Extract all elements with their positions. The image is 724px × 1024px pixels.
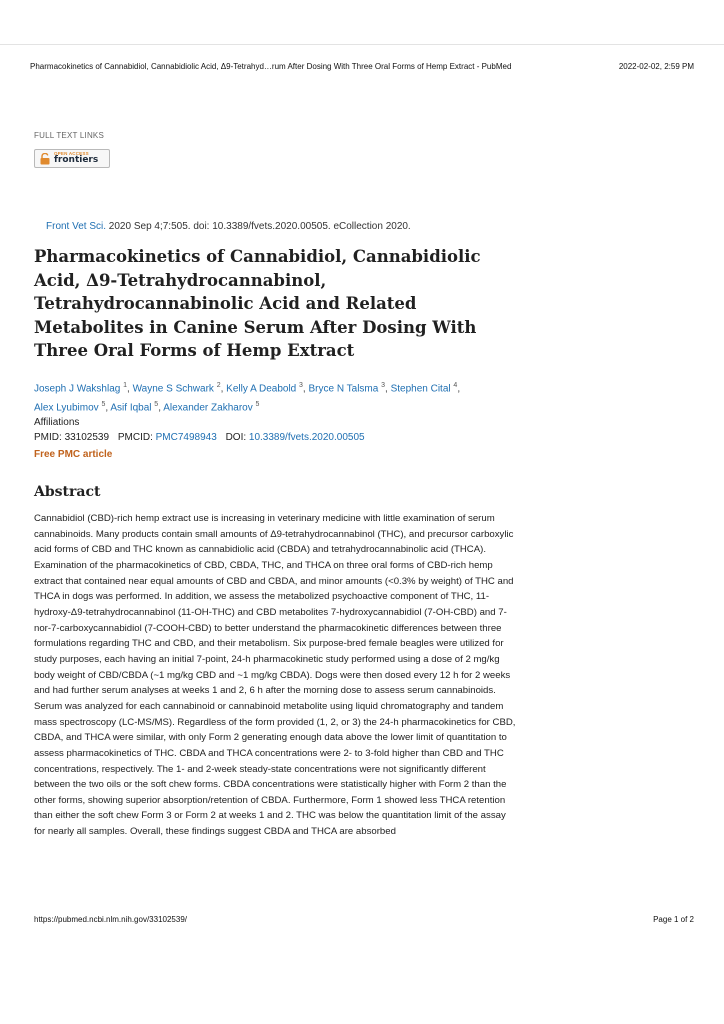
author-affiliation-number[interactable]: 5 <box>154 401 159 409</box>
journal-link[interactable]: Front Vet Sci. <box>46 221 107 232</box>
citation <box>46 221 411 232</box>
abstract-heading: Abstract <box>34 484 101 500</box>
author-link[interactable]: Asif Iqbal <box>110 402 152 414</box>
author-link[interactable]: Alex Lyubimov <box>34 402 99 414</box>
author-affiliation-number[interactable]: 1 <box>123 382 128 389</box>
article-title: Pharmacokinetics of Cannabidiol, Cannabidiolic Acid, Δ9-Tetrahydrocannabinol, Tetrahydrocannabinolic Acid and Related Metabolites in Canine Serum After Dosing With Three Oral Forms of Hemp Extract <box>34 247 481 360</box>
article-identifiers <box>34 432 365 443</box>
author-link[interactable]: Joseph J Wakshlag <box>34 383 121 395</box>
author-link[interactable]: Bryce N Talsma <box>308 383 379 395</box>
author-link[interactable]: Wayne S Schwark <box>132 383 214 395</box>
author-link[interactable]: Kelly A Deabold <box>226 383 297 395</box>
author-affiliation-number[interactable]: 5 <box>255 401 260 409</box>
footer-url: https://pubmed.ncbi.nlm.nih.gov/33102539/ <box>34 915 187 924</box>
author-link[interactable]: Alexander Zakharov <box>163 402 253 414</box>
print-header-datetime: 2022-02-02, 2:59 PM <box>618 62 694 71</box>
doi-label: DOI: <box>225 432 247 443</box>
footer-page-number: Page 1 of 2 <box>653 915 694 924</box>
pmcid-label: PMCID: <box>117 432 153 443</box>
print-header-title: Pharmacokinetics of Cannabidiol, Cannabidiolic Acid, Δ9-Tetrahyd…rum After Dosing With Three Oral Forms of Hemp Extract - PubMed <box>30 62 512 71</box>
citation-details: 2020 Sep 4;7:505. doi: 10.3389/fvets.2020.00505. eCollection 2020. <box>106 221 411 232</box>
author-affiliation-number[interactable]: 2 <box>216 382 221 389</box>
abstract-text: Cannabidiol (CBD)-rich hemp extract use is increasing in veterinary medicine with little examination of serum cannabinoids. Many products contain small amounts of Δ9-tetrahydrocannabinol (THC), and precursor carboxylic acid forms of CBD and THC known as cannabidiolic acid (CBDA) and tetrahydrocannabinolic acid (THCA). Examination of the pharmacokinetics of CBD, CBDA, THC, and THCA on three oral forms of CBD-rich hemp extract that contained near equal amounts of CBD and CBDA, and minor amounts (<0.3% by weight) of THC and THCA in dogs was performed. In addition, we assess the metabolized psychoactive component of THC, 11-hydroxy-Δ9-tetrahydrocannabinol (11-OH-THC) and CBD metabolites 7-hydroxycannabidiol (7-OH-CBD) and 7-nor-7-carboxycannabidiol (7-COOH-CBD) to better understand the pharmacokinetic differences between three formulations regarding THC and CBD, and their metabolism. Six purpose-bred female beagles were utilized for study purposes, each having an initial 7-point, 24-h pharmacokinetic study performed using a dose of 2 mg/kg body weight of CBD/CBDA (~1 mg/kg CBD and ~1 mg/kg CBDA). Dogs were then dosed every 12 h for 2 weeks and had further serum analyses at weeks 1 and 2, 6 h after the morning dose to assess serum cannabinoids. Serum was analyzed for each cannabinoid or cannabinoid metabolite using liquid chromatography and tandem mass spectroscopy (LC-MS/MS). Regardless of the form provided (1, 2, or 3) the 24-h pharmacokinetics for CBD, CBDA, and THCA were similar, with only Form 2 generating enough data above the lower limit of quantitation to assess pharmacokinetics of THC. CBDA and THCA concentrations were 2- to 3-fold higher than CBD and THC concentrations, respectively. The 1- and 2-week steady-state concentrations were not significantly different between the two oils or the soft chew forms. CBDA concentrations were statistically higher with Form 2 than the other forms, showing superior absorption/retention of CBDA. Furthermore, Form 1 showed less THCA retention than either the soft chew Form 3 or Form 2 at weeks 1 and 2. THC was below the quantitation limit of the assay for nearly all samples. Overall, these findings suggest CBDA and THCA are absorbed <box>34 513 516 838</box>
frontiers-full-text-link[interactable] <box>34 149 110 168</box>
author-affiliation-number[interactable]: 3 <box>381 382 386 389</box>
authors-list: Joseph J Wakshlag $^1$, Wayne S Schwark $^2$, Kelly A Deabold $^3$, Bryce N Talsma $^3$, Stephen Cital $^4$, Alex Lyubimov $^5$, Asif Iqbal $^5$, Alexander Zakharov $^5$ <box>34 382 461 414</box>
free-pmc-article-badge: Free PMC article <box>34 449 113 460</box>
full-text-links-label: FULL TEXT LINKS <box>34 131 104 140</box>
top-divider <box>0 44 724 45</box>
pmid-value: 33102539 <box>64 432 110 443</box>
open-lock-icon <box>39 153 51 165</box>
affiliations-toggle[interactable]: Affiliations <box>34 417 80 428</box>
open-access-label: OPEN ACCESS <box>54 150 89 156</box>
author-affiliation-number[interactable]: 3 <box>299 382 303 389</box>
author-affiliation-number[interactable]: 4 <box>453 382 458 389</box>
frontiers-logo-text: frontiers <box>54 155 99 166</box>
author-affiliation-number[interactable]: 5 <box>101 401 106 409</box>
pmid-label: PMID: <box>34 432 62 443</box>
doi-link[interactable]: 10.3389/fvets.2020.00505 <box>248 432 365 443</box>
author-link[interactable]: Stephen Cital <box>390 383 451 395</box>
pmcid-link[interactable]: PMC7498943 <box>155 432 217 443</box>
